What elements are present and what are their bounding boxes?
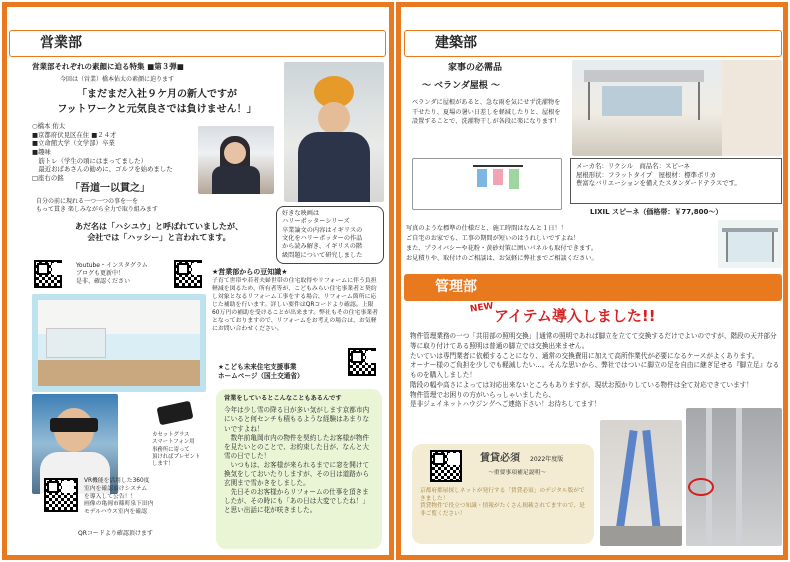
product-heading: ～ ベランダ屋根 ～ [422, 81, 500, 91]
kanri-body: 物件管理業務の一つ「共用部の照明交換」│通常の照明であれば脚立を立てて交換するだけでよいのですが、階段の天井部分等に取り付けてある照明は普通の脚立では交換出来ません。 たいていは専門業者に依頼することになり、通常の交換費用に加えて高所作業代が必要になるケースがよくあります。 オーナー様のご負担を少しでも軽減したい…。そんな思いから、弊社ではついに脚立の足を自由に継ぎ足せる『脚立足』なるものを購入しました！ 階段の幅や高さによっては対応出来ないところもありますが、現状お預かりしている物件は全て対応できています！ 物件管理でお困りの方がいらっしゃいましたら、 是非ジェイネットハウジングへご連絡下さい！お待ちしてます！ [410, 332, 780, 409]
eigyo-section-header: 営業部 [9, 30, 386, 57]
spec-box: メーカ名：リクシル 商品名：スピーネ 屋根形状：フラットタイプ 屋根材：標準ポリカ 豊富なバリエーションを備えたスタンダードテラスです。 [570, 158, 782, 204]
office-photo [198, 126, 274, 194]
mame-link-title: ★こども未来住宅支援事業 ホームページ（国土交通省） [218, 363, 304, 380]
veranda-house-photo [572, 60, 782, 156]
kodomo-mirai-qr[interactable] [348, 348, 376, 376]
vr-qr[interactable] [44, 478, 78, 512]
terrace-illustration [718, 220, 782, 268]
price-text: LIXIL スピーネ（価格帯：￥77,800～） [590, 208, 723, 216]
chintai-sub: ～重要事項補足説明～ [488, 470, 546, 476]
kenchiku-section-header: 建築部 [404, 30, 782, 57]
model-house-photo [32, 294, 206, 392]
portrait-photo [284, 62, 384, 202]
present-text: カセットグラス スマートフォン用 事務所に寄って 頂ければプレゼント します！ [152, 432, 201, 468]
chintai-qr[interactable] [430, 450, 462, 482]
motto: 「吾道一以貫之」 [70, 183, 150, 194]
feature-quote: 「まだまだ入社９ケ月の新人ですが フットワークと元気良さでは負けません！」 [57, 89, 257, 115]
profile-text: ○橋本 佑太 ■京都府伏見区在住 ■２４才 ■立命館大学（文学部）卒業 ■趣味 筋トレ（学生の頃にはまってました） 最近おばあさんの勧めに、ゴルフを始めました □座右の銘 [32, 122, 173, 182]
movie-bubble: 好きな映画は ハリーポッターシリーズ 卒業論文の内容はイギリスの 文化をハリーポッターの作品 から読み解き、イギリスの階 級問題について研究しました [276, 206, 384, 264]
mame-title: ★営業部からの豆知識★ [212, 268, 288, 276]
episode-body: 今年は少し雪の降る日が多い気がします京都市内にいると何センチも積もるような経験はあまりないですよね！ 数年前亀岡市内の物件を契約したお客様が物件を見たいとのことで、お約束した日が、なんと大雪の日でした！ いつもは、お客様が来られるまでに窓を開けて換気をしておいたりしますが、その日は道路から玄関まで雪かきをしました。 先日そのお客様からリフォームの仕事を頂きましたが、その時にも「あの日は大変でしたね！」と思い出話に花が咲きました。 [224, 406, 370, 515]
feature-title: 営業部それぞれの素顔に迫る特集 ■第３弾■ [32, 62, 184, 71]
kanri-section-header: 管理部 [404, 274, 782, 301]
ladder-leg-photo-2 [686, 408, 782, 546]
install-note: 写真のような標準の仕様だと、施工時間はなんと１日！！ ご自宅のお家でも、工事の期間が短いのはうれしいですよね！ また、プライバシーや花粉・黄砂対策に囲いパネルも取付できます。 お見積りや、取付けのご相談は、お気軽に弊社までご相談ください。 [406, 225, 598, 262]
motto-desc: 自分の前に現れる一つ一つの事を一を もって貫き 楽しみながら全力で取り組みます [36, 198, 158, 214]
instagram-qr[interactable] [174, 260, 202, 288]
chintai-year: 2022年度版 [530, 456, 564, 463]
mame-body: 子育て世帯や若者夫婦世帯の住宅取得やリフォームに伴う負担軽減を図るため、所有者等が、こどもみらい住宅事業者と契約し対象となるリフォーム工事をする場合、リフォーム箇所に応じた補助を行います。詳しい要件はQRコードより確認。上限60万円の補助を受けることが出来ます。弊社もその住宅事業者となっておりますので、リフォームをお考えの場合は、お気軽にお問い合わせください。 [212, 278, 379, 332]
cardboard-glasses-icon [152, 394, 198, 434]
chintai-title: 賃貸必須 [480, 453, 520, 464]
kanri-headline: アイテム導入しました!! [494, 307, 656, 325]
feature-intro: 今回は（営業）橋本佑太の素顔に迫ります [60, 76, 175, 83]
episode-box [216, 389, 382, 549]
nickname-text: あだ名は「ハシユウ」と呼ばれていましたが、 会社では「ハッシー」と言われてます。 [75, 222, 243, 242]
vr-caption: VR機能を活用した360度 室内を確認頂けシステム を導入して公告！！ 画像の亀岡市篠町泉下田内 モデルハウス室内を確認 [84, 478, 154, 516]
vr-link: QRコードより確認頂けます [78, 530, 153, 537]
new-badge: NEW [469, 301, 495, 315]
product-desc: ベランダに屋根があると、急な雨を気にせず洗濯物を干せたり、夏場の暑い日差しを軽減したりと、屋根を設置することで、洗濯物干しが各段に楽になります！ [412, 99, 561, 126]
laundry-illustration [412, 158, 562, 210]
ladder-leg-photo-1 [600, 420, 682, 546]
essential-label: 家事の必需品 [448, 63, 503, 73]
chintai-desc: 京都府都屋探しネットが発行する「賃貸必須」のデジタル版ができました！ 賃貸物件で役立つ知識・情報がたくさん掲載されてますので、是非ご覧ください！ [420, 488, 585, 518]
episode-title: 営業をしているとこんなこともあるんです [224, 395, 342, 402]
youtube-text: Youtube・インスタグラム ブログも更新中！ 是非、確認ください [76, 262, 148, 286]
youtube-qr[interactable] [34, 260, 62, 288]
